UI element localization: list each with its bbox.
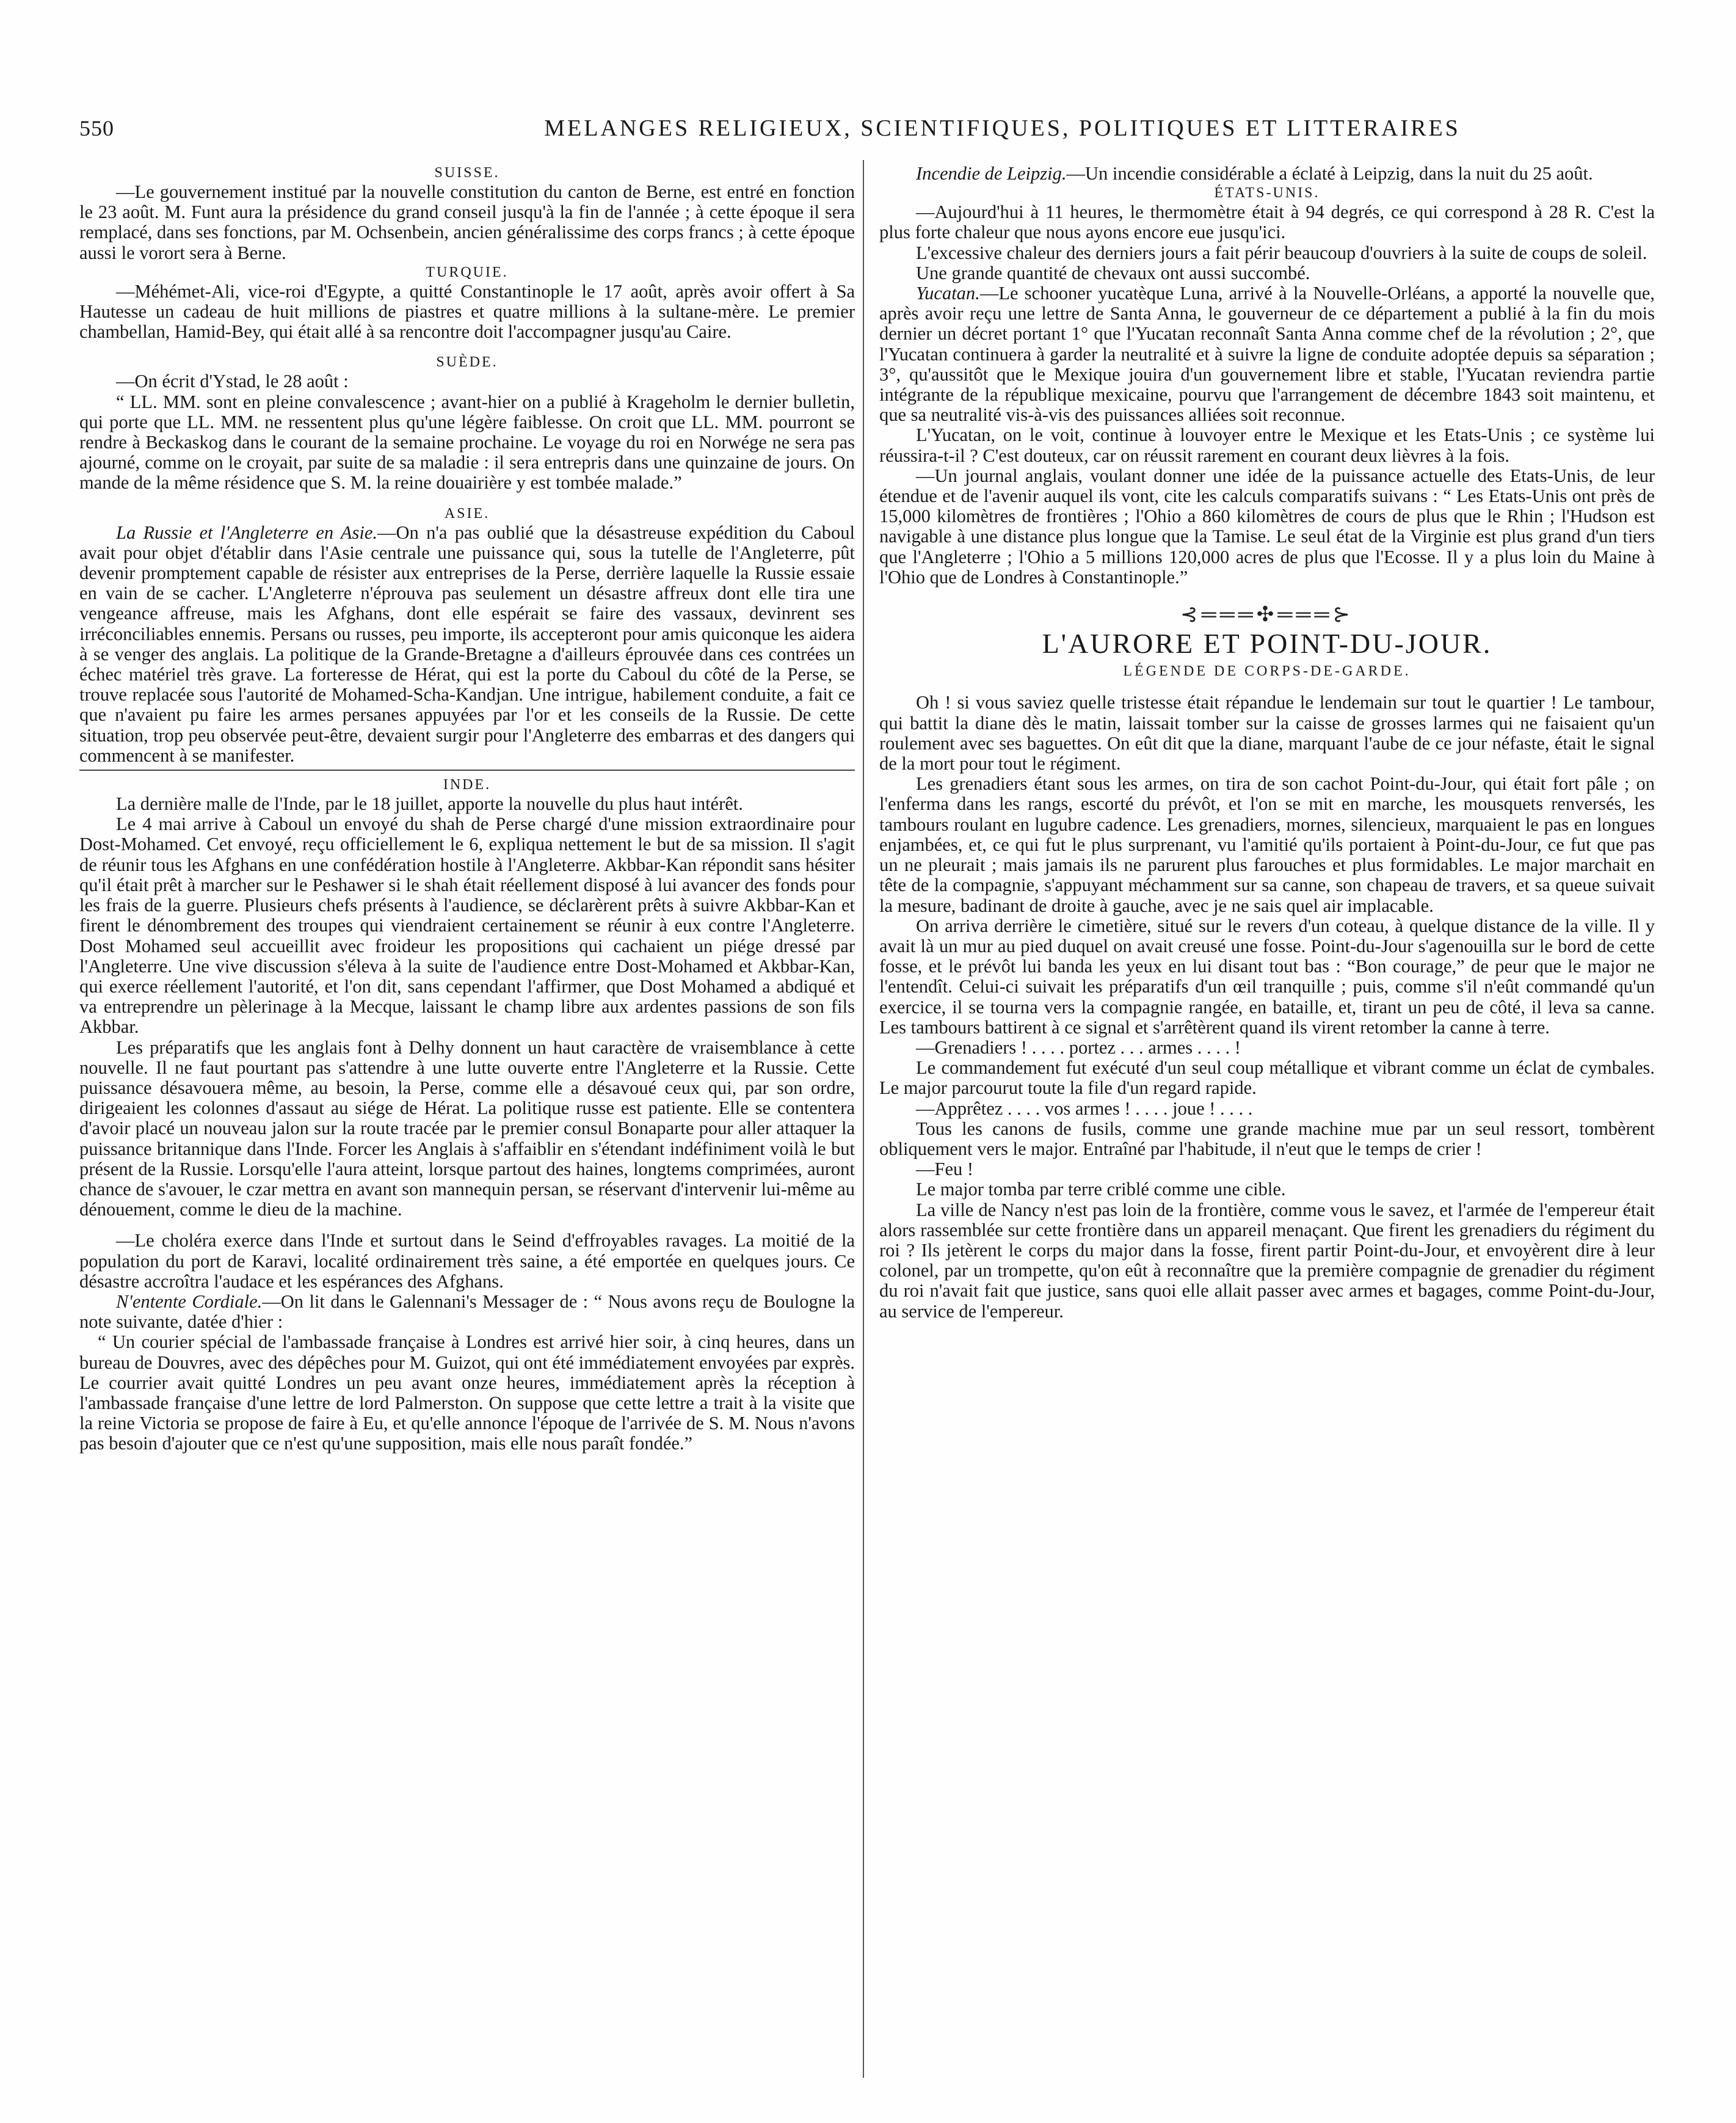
article-yucatan bbox=[879, 283, 1655, 425]
feuilleton-p8: —Feu ! bbox=[916, 1159, 974, 1180]
article-asie-lead: La Russie et l'Angleterre en Asie. bbox=[116, 522, 378, 543]
feuilleton-subtitle: LÉGENDE DE CORPS-DE-GARDE. bbox=[1123, 663, 1411, 680]
article-etats-unis-p6: —Un journal anglais, voulant donner une idée de la puissance actuelle des Etats-Unis, de leur étendue et de l'avenir auquel ils vont, cite les calculs comparatifs suivans : “ Les Etats-Unis ont près de 15,000 kilomètres de frontières ; l'Ohio a 860 kilomètres de cours de plus que le Rhin ; l'Hudson est navigable à une distance plus longue que la Tamise. Le seul état de la Virginie est plus grand d'un tiers que l'Angleterre ; l'Ohio a 5 millions 120,000 acres de plus que l'Ecosse. Il y a plus loin du Maine à l'Ohio que de Londres à Constantinople.” bbox=[879, 465, 1655, 588]
section-heading-suede: SUÈDE. bbox=[436, 354, 498, 371]
article-inde-p4: —Le choléra exerce dans l'Inde et surtout dans le Seind d'effroyables ravages. La moitié de la population du port de Karavi, localité ordinairement très saine, a été emportée en quelques jours. Ce désastre accroîtra l'audace et les espérances des Afghans. bbox=[79, 1230, 855, 1292]
feuilleton-p7: Tous les canons de fusils, comme une grande machine mue par un seul ressort, tombèrent obliquement vers le major. Entraîné par l'habitude, il n'eut que le temps de crier ! bbox=[879, 1118, 1655, 1159]
decorative-ornament-icon: ⊰═══✣═══⊱ bbox=[1180, 603, 1354, 627]
article-entente-lead: N'entente Cordiale. bbox=[116, 1291, 263, 1312]
running-head bbox=[79, 115, 1681, 151]
section-heading-asie: ASIE. bbox=[444, 505, 490, 522]
article-inde-p1: La dernière malle de l'Inde, par le 18 juillet, apporte la nouvelle du plus haut intérêt. bbox=[116, 793, 743, 815]
article-leipzig-body: —Un incendie considérable a éclaté à Leipzig, dans la nuit du 25 août. bbox=[1066, 163, 1593, 184]
section-heading-inde: INDE. bbox=[443, 777, 492, 793]
feuilleton-p4: —Grenadiers ! . . . . portez . . . armes . . . . ! bbox=[916, 1036, 1241, 1058]
article-yucatan-body: —Le schooner yucatèque Luna, arrivé à la Nouvelle-Orléans, a apporté la nouvelle que, après avoir reçu une lettre de Santa Anna, le gouverneur de ce département a publié à la fin du mois dernier un décret portant 1° que l'Yucatan reconnaît Santa Anna comme chef de la révolution ; 2°, que l'Yucatan continuera à garder la neutralité et à suivre la ligne de conduite adoptée depuis sa séparation ; 3°, qu'aussitôt que le Mexique jouira d'un gouvernement libre et stable, l'Yucatan reviendra partie intégrante de la république mexicaine, pourvu que l'arrangement de décembre 1843 soit maintenu, et que sa neutralité vis-à-vis des puissances alliées soit reconnue. bbox=[879, 283, 1655, 426]
article-inde-p3: Les préparatifs que les anglais font à Delhy donnent un haut caractère de vraisemblance à cette nouvelle. Il ne faut pourtant pas s'attendre à une lutte ouverte entre l'Angleterre et la Russie. Cette puissance désavouera même, au besoin, la Perse, comme elle a désavoué ceux qui, par son ordre, dirigeaient les colonnes d'assaut au siége de Hérat. La politique russe est patiente. Elle se contentera d'avoir placé un nouveau jalon sur la route tracée par le premier consul Bonaparte pour aller attaquer la puissance britannique dans l'Inde. Forcer les Anglais à s'affaiblir en s'étendant indéfiniment voilà le but présent de la Russie. Lorsqu'elle l'aura atteint, lorsque partout des haines, longtems comprimées, auront chance de s'avouer, le czar mettra en avant son mannequin persan, se réservant d'intervenir lui-même au dénouement, comme le dieu de la machine. bbox=[79, 1036, 855, 1220]
article-asie bbox=[79, 523, 855, 766]
feuilleton-p1: Oh ! si vous saviez quelle tristesse était répandue le lendemain sur tout le quartier ! Le tambour, qui battit la diane dès le matin, laissait tomber sur la caisse de grosses larmes qui ne faisaient qu'un roulement avec ses baguettes. On eût dit que la diane, marquant l'aube de ce jour néfaste, était le signal de la mort pour tout le régiment. bbox=[879, 692, 1655, 774]
article-leipzig-lead: Incendie de Leipzig. bbox=[916, 163, 1067, 184]
section-heading-suisse: SUISSE. bbox=[434, 165, 500, 181]
article-etats-unis-p2: L'excessive chaleur des derniers jours a fait périr beaucoup d'ouvriers à la suite de coups de soleil. bbox=[916, 242, 1647, 263]
column-divider bbox=[863, 160, 864, 2078]
section-heading-turquie: TURQUIE. bbox=[426, 264, 509, 280]
article-entente-body: —On lit dans le Galennani's Messager de : “ Nous avons reçu de Boulogne la note suivante, datée d'hier : bbox=[79, 1291, 855, 1333]
feuilleton-p9: Le major tomba par terre criblé comme une cible. bbox=[916, 1179, 1286, 1200]
right-column bbox=[879, 164, 1655, 1322]
article-leipzig bbox=[879, 164, 1655, 184]
article-etats-unis-p1: —Aujourd'hui à 11 heures, le thermomètre était à 94 degrés, ce qui correspond à 28 R. C'est la plus forte chaleur que nous ayons encore eue jusqu'ici. bbox=[879, 202, 1655, 243]
article-suede-intro: —On écrit d'Ystad, le 28 août : bbox=[116, 371, 349, 392]
section-rule bbox=[79, 770, 855, 771]
article-etats-unis-p5: L'Yucatan, on le voit, continue à louvoyer entre le Mexique et les Etats-Unis ; ce système lui réussira-t-il ? C'est douteux, car on réussit rarement en courant deux lièvres à la fois. bbox=[879, 424, 1655, 466]
journal-title: MELANGES RELIGIEUX, SCIENTIFIQUES, POLITIQUES ET LITTERAIRES bbox=[544, 115, 1461, 141]
feuilleton-p5: Le commandement fut exécuté d'un seul coup métallique et vibrant comme un éclat de cymbales. Le major parcourut toute la file d'un regard rapide. bbox=[879, 1057, 1655, 1099]
feuilleton-title: L'AURORE ET POINT-DU-JOUR. bbox=[1042, 628, 1492, 660]
article-entente bbox=[79, 1292, 855, 1332]
feuilleton-p3: On arriva derrière le cimetière, situé sur le revers d'un coteau, à quelque distance de la ville. Il y avait là un mur au pied duquel on avait creusé une fosse. Point-du-Jour s'agenouilla sur le bord de cette fosse, et le prévôt lui banda les yeux en lui disant tout bas : “Bon courage,” de peur que le major ne l'entendît. Celui-ci suivait les préparatifs d'un œil tranquille ; puis, comme s'il n'eût commandé qu'un exercice, il se tourna vers la compagnie rangée, en bataille, et, tirant un peu de côté, il leva sa canne. Les tambours battirent à ce signal et s'arrêtèrent quand ils virent retomber la canne à terre. bbox=[879, 915, 1655, 1038]
article-suisse: —Le gouvernement institué par la nouvelle constitution du canton de Berne, est entré en fonction le 23 août. M. Funt aura la présidence du grand conseil jusqu'à la fin de l'année ; à cette époque il sera remplacé, dans ses fonctions, par M. Ochsenbein, ancien généralissime des corps francs ; à cette époque aussi le vorort sera à Berne. bbox=[79, 181, 855, 263]
article-yucatan-lead: Yucatan. bbox=[916, 283, 980, 304]
feuilleton-p10: La ville de Nancy n'est pas loin de la frontière, comme vous le savez, et l'armée de l'empereur était alors rassemblée sur cette frontière dans un appareil menaçant. Que firent les grenadiers du régiment du roi ? Ils jetèrent le corps du major dans la fosse, firent partir Point-du-Jour, et envoyèrent dire à leur colonel, par un trompette, qu'on eût à reconnaître que la première compagnie de grenadier du régiment du roi n'avait fait que justice, sans quoi elle allait passer avec armes et bagages, comme Point-du-Jour, au service de l'empereur. bbox=[879, 1199, 1655, 1322]
article-entente-quote: “ Un courier spécial de l'ambassade française à Londres est arrivé hier soir, à cinq heures, dans un bureau de Douvres, avec des dépêches pour M. Guizot, qui ont été immédiatement envoyées par exprès. Le courrier avait quitté Londres un peu avant onze heures, immédiatement après la réception à l'ambassade française d'une lettre de lord Palmerston. On suppose que cette lettre a trait à la visite que la reine Victoria se propose de faire à Eu, et qu'elle annonce l'époque de l'arrivée de S. M. Nous n'avons pas besoin d'ajouter que ce n'est qu'une supposition, mais elle nous paraît fondée.” bbox=[79, 1331, 855, 1454]
left-column bbox=[79, 164, 855, 1454]
feuilleton-p2: Les grenadiers étant sous les armes, on tira de son cachot Point-du-Jour, qui était fort pâle ; on l'enferma dans les rangs, escorté du prévôt, et l'on se mit en marche, les mousquets renversés, les tambours roulant en lugubre cadence. Les grenadiers, mornes, silencieux, marquaient le pas en longues enjambées, et, ce qui fut le plus surprenant, vu l'amitié qu'ils portaient à Point-du-Jour, ce fut que pas un ne pleurait ; mais jamais ils ne parurent plus farouches et plus formidables. Le major marchait en tête de la compagnie, s'appuyant méchamment sur sa canne, son chapeau de travers, et sa queue suivait la mesure, badinant de droite à gauche, avec je ne sais quel air implacable. bbox=[879, 773, 1655, 916]
article-turquie: —Méhémet-Ali, vice-roi d'Egypte, a quitté Constantinople le 17 août, après avoir offert à Sa Hautesse un cadeau de huit millions de piastres et quatre millions à la sultane-mère. Le premier chambellan, Hamid-Bey, qui était allé à sa rencontre doit l'accompagner jusqu'au Caire. bbox=[79, 280, 855, 343]
section-heading-etats-unis: ÉTATS-UNIS. bbox=[1214, 185, 1320, 202]
article-suede-quote: “ LL. MM. sont en pleine convalescence ; avant-hier on a publié à Krageholm le dernier bulletin, qui porte que LL. MM. ne ressentent plus qu'une légère faiblesse. On croit que LL. MM. pourront se rendre à Beckaskog dans le courant de la semaine prochaine. Le voyage du roi en Norwége ne sera pas ajourné, comme on le croyait, par suite de sa maladie : il sera entrepris dans une quinzaine de jours. On mande de la même résidence que S. M. la reine douairière y est tombée malade.” bbox=[79, 391, 855, 493]
article-asie-body: —On n'a pas oublié que la désastreuse expédition du Caboul avait pour objet d'établir dans l'Asie centrale une puissance qui, sous la tutelle de l'Angleterre, pût devenir promptement capable de résister aux entreprises de la Perse, derrière laquelle la Russie essaie en vain de se cacher. L'Angleterre n'éprouva pas seulement un désastre affreux dont elle tira une vengeance affreuse, mais les Afghans, dont elle espérait se faire des vassaux, devinrent ses irréconciliables ennemis. Persans ou russes, peu importe, ils accepteront pour amis quiconque les aidera à se venger des anglais. La politique de la Grande-Bretagne a d'ailleurs éprouvée dans ces contrées un échec matériel très grave. La forteresse de Hérat, qui est la porte du Caboul du côté de la Perse, se trouve replacée sous l'autorité de Mohamed-Scha-Kandjan. Une intrigue, habilement conduite, a fait ce que n'avaient pu faire les armes persanes appuyées par l'or et les conseils de la Russie. De cette situation, trop peu observée peut-être, devaient surgir pour l'Angleterre des embarras et des dangers qui commencent à se manifester. bbox=[79, 522, 855, 766]
article-etats-unis-p3: Une grande quantité de chevaux ont aussi succombé. bbox=[916, 262, 1310, 283]
page-number: 550 bbox=[79, 116, 114, 140]
article-inde-p2: Le 4 mai arrive à Caboul un envoyé du shah de Perse chargé d'une mission extraordinaire pour Dost-Mohamed. Cet envoyé, reçu officiellement le 6, expliqua nettement le but de sa mission. Il s'agit de réunir tous les Afghans en une confédération hostile à l'Angleterre. Akbbar-Kan répondit sans hésiter qu'il était prêt à marcher sur le Peshawer si le shah était réellement disposé à lui avancer des fonds pour les frais de la guerre. Plusieurs chefs présents à l'audience, se déclarèrent prêts à suivre Akbbar-Kan et firent le dénombrement des troupes qui viendraient certainement se réunir à eux contre l'Angleterre. Dost Mohamed seul accueillit avec froideur les propositions qui cachaient un piége dressé par l'Angleterre. Une vive discussion s'éleva à la suite de l'audience entre Dost-Mohamed et Akbbar-Kan, qui exerce réellement l'autorité, et l'on dit, sans cependant l'affirmer, que Dost Mohamed a abdiqué et va entreprendre un pèlerinage à la Mecque, laissant le champ libre aux ardentes passions de son fils Akbbar. bbox=[79, 814, 855, 1038]
feuilleton-p6: —Apprêtez . . . . vos armes ! . . . . joue ! . . . . bbox=[916, 1098, 1253, 1119]
